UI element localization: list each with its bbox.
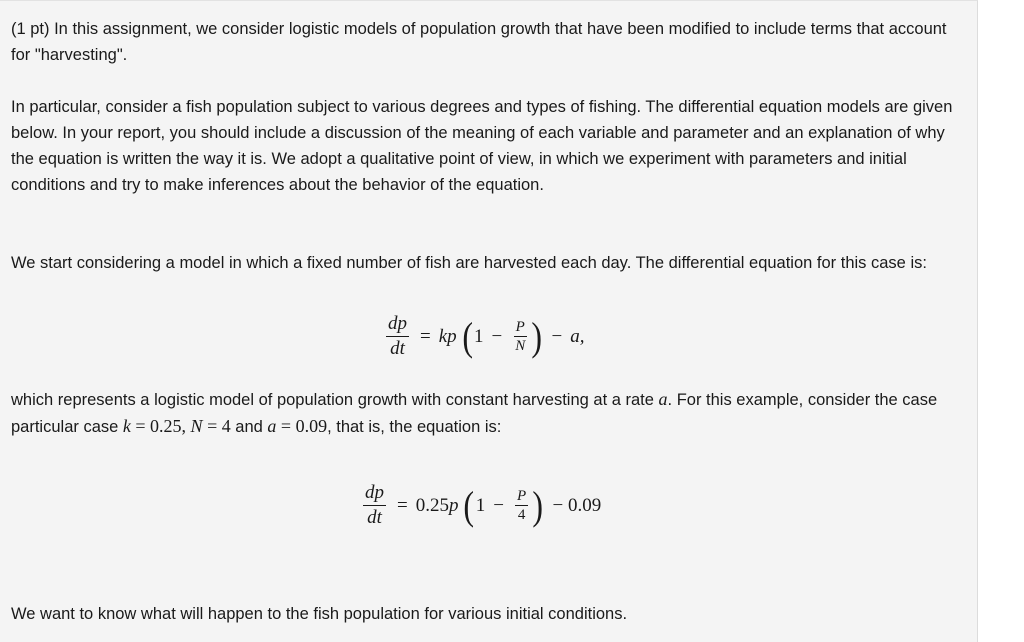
minus-sign: − [491,325,503,347]
four-denominator: 4 [517,507,526,523]
represents-text-3: and [230,418,268,436]
represents-text-1: which represents a logistic model of population growth with constant harvesting at a rate [11,391,659,409]
dt-denominator-2: dt [367,507,382,528]
var-a-2: a [267,416,277,436]
dp-dt-fraction-2 [363,482,386,529]
p-over-4-fraction [515,488,528,523]
one-term: 1 [473,325,484,347]
coefficient-value: 0.25 [415,494,449,516]
p-over-n-fraction [513,319,527,354]
represents-text-2: . For this example, consider the case particular case [11,391,938,436]
left-paren: ( [461,313,473,359]
represents-paragraph [11,386,966,440]
p-numerator-2: P [517,488,527,504]
right-paren: ) [531,313,543,359]
left-paren-2: ( [463,482,475,528]
right-paren-2: ) [532,482,544,528]
equation-specific [360,482,601,529]
harvest-rate-term: a, [570,325,585,347]
start-paragraph: We start considering a model in which a fixed number of fish are harvested each day. The differential equation for this case is: [11,254,927,272]
dp-numerator-2: dp [363,482,386,506]
n-denominator: N [515,338,526,354]
dp-numerator: dp [386,313,409,337]
one-term-2: 1 [475,494,486,516]
equals-sign-2: = [397,494,408,516]
var-a: a [658,389,668,409]
intro-paragraph: (1 pt) In this assignment, we consider logistic models of population growth that have been modified to include terms that account for "harvesting". [11,20,947,64]
kp-term: kp [438,325,457,347]
harvest-constant: − 0.09 [552,494,602,516]
n-value: = 4 [202,416,231,436]
minus-sign-2: − [493,494,505,516]
k-value: = 0.25, [130,416,191,436]
equation-general [383,313,585,360]
var-n: N [190,416,203,436]
represents-text-4: , that is, the equation is: [327,418,502,436]
particular-paragraph: In particular, consider a fish population subject to various degrees and types of fishing. The differential equation models are given below. In your report, you should include a discussion of the meaning of each variable and parameter and an explanation of why the equation is written the way it is. We adopt a qualitative point of view, in which we experiment with parameters and initial conditions and try to make inferences about the behavior of the equation. [11,98,953,194]
equals-sign: = [420,325,431,347]
a-value: = 0.09 [276,416,328,436]
var-k: k [122,416,131,436]
p-numerator: P [515,319,525,335]
dp-dt-fraction [386,313,409,360]
dt-denominator: dt [390,338,405,359]
want-paragraph: We want to know what will happen to the fish population for various initial conditions. [11,605,628,623]
tail-minus-sign: − [551,325,563,347]
p-variable: p [448,494,459,516]
